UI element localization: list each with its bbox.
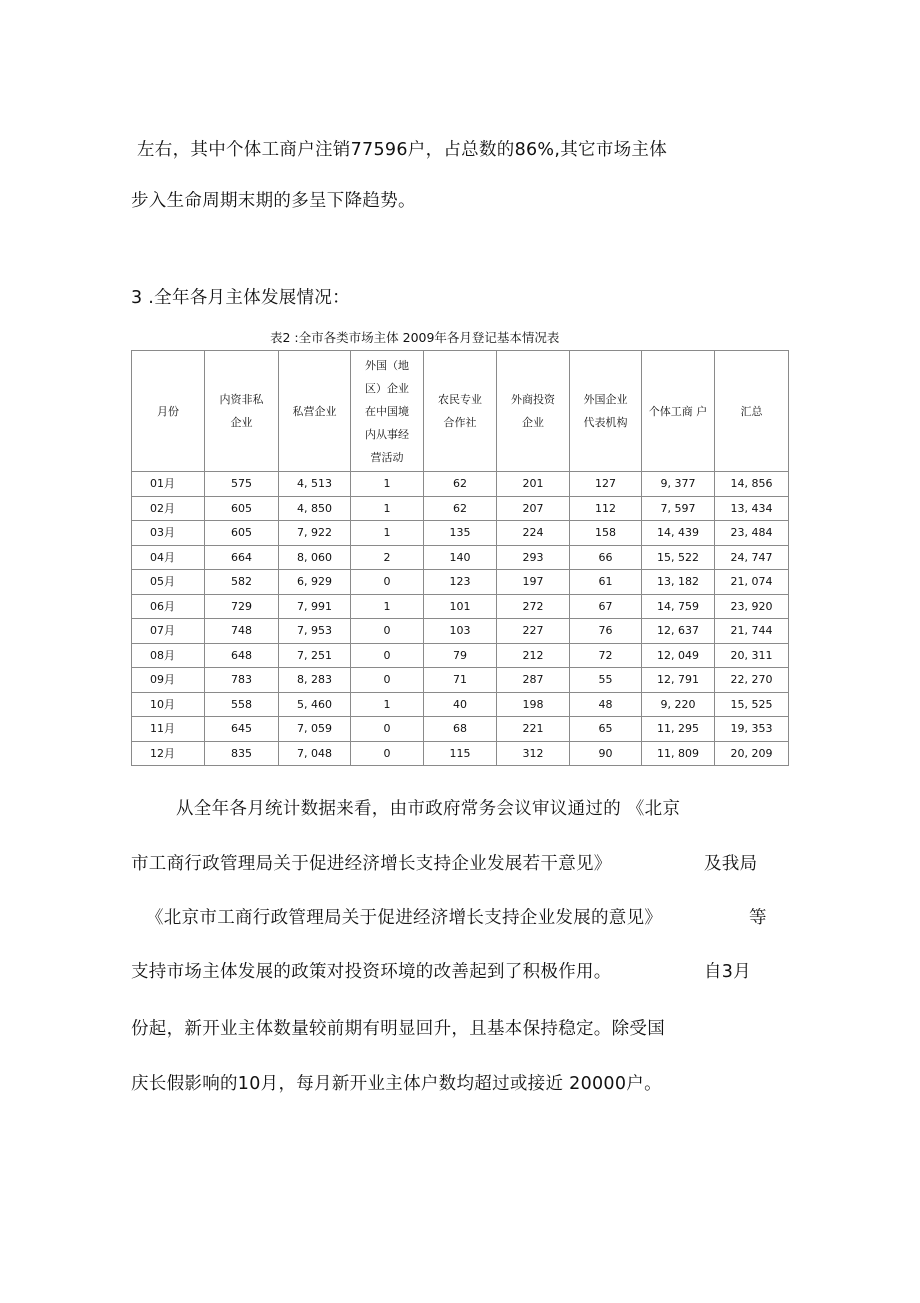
cell-individual: 12, 791 (642, 668, 715, 693)
header-foreign-rep-office: 外国企业代表机构 (570, 351, 642, 472)
table-caption: 表2 :全市各类市场主体 2009年各月登记基本情况表 (270, 330, 560, 345)
cell-month: 11月 (132, 717, 205, 742)
cell-private: 7, 059 (279, 717, 351, 742)
table-row (132, 643, 789, 668)
cell-foreign-invested: 227 (497, 619, 570, 644)
cell-individual: 11, 809 (642, 741, 715, 766)
body-line-4 (131, 958, 752, 983)
header-individual: 个体工商 户 (642, 351, 715, 472)
cell-foreign-invested: 293 (497, 545, 570, 570)
cell-private: 7, 953 (279, 619, 351, 644)
cell-total: 21, 744 (715, 619, 789, 644)
cell-total: 13, 434 (715, 496, 789, 521)
cell-domestic-nonprivate: 648 (205, 643, 279, 668)
body-line-3-tail: 等 (749, 908, 767, 928)
cell-month: 02月 (132, 496, 205, 521)
cell-domestic-nonprivate: 729 (205, 594, 279, 619)
cell-foreign-rep-office: 76 (570, 619, 642, 644)
cell-private: 8, 060 (279, 545, 351, 570)
table-row (132, 668, 789, 693)
body-line-2 (131, 850, 758, 875)
cell-individual: 14, 759 (642, 594, 715, 619)
header-cooperative: 农民专业合作社 (424, 351, 497, 472)
cell-total: 22, 270 (715, 668, 789, 693)
cell-foreign-rep-office: 66 (570, 545, 642, 570)
cell-individual: 9, 220 (642, 692, 715, 717)
cell-cooperative: 62 (424, 496, 497, 521)
intro-line-1: 左右，其中个体工商户注销77596户，占总数的86%,其它市场主体 (137, 140, 668, 160)
cell-domestic-nonprivate: 748 (205, 619, 279, 644)
table-row (132, 570, 789, 595)
cell-foreign-rep-office: 61 (570, 570, 642, 595)
cell-foreign-region: 0 (351, 668, 424, 693)
cell-cooperative: 68 (424, 717, 497, 742)
cell-individual: 9, 377 (642, 472, 715, 497)
table-row (132, 741, 789, 766)
section-heading: 3 .全年各月主体发展情况： (131, 288, 350, 308)
cell-individual: 11, 295 (642, 717, 715, 742)
cell-private: 4, 850 (279, 496, 351, 521)
monthly-registration-table (131, 350, 789, 766)
header-month: 月份 (132, 351, 205, 472)
cell-private: 5, 460 (279, 692, 351, 717)
cell-foreign-region: 1 (351, 472, 424, 497)
cell-foreign-rep-office: 48 (570, 692, 642, 717)
cell-domestic-nonprivate: 783 (205, 668, 279, 693)
cell-foreign-region: 0 (351, 643, 424, 668)
cell-foreign-rep-office: 127 (570, 472, 642, 497)
cell-month: 06月 (132, 594, 205, 619)
cell-total: 14, 856 (715, 472, 789, 497)
cell-private: 7, 922 (279, 521, 351, 546)
cell-individual: 15, 522 (642, 545, 715, 570)
body-line-1: 从全年各月统计数据来看，由市政府常务会议审议通过的 《北京 (176, 799, 681, 819)
table-header-row (132, 351, 789, 472)
table-row (132, 594, 789, 619)
cell-foreign-invested: 221 (497, 717, 570, 742)
body-line-3-text: 《北京市工商行政管理局关于促进经济增长支持企业发展的意见》 (146, 908, 663, 928)
cell-foreign-region: 2 (351, 545, 424, 570)
cell-foreign-region: 0 (351, 741, 424, 766)
table-row (132, 692, 789, 717)
cell-month: 05月 (132, 570, 205, 595)
cell-total: 20, 209 (715, 741, 789, 766)
cell-cooperative: 71 (424, 668, 497, 693)
header-domestic-nonprivate: 内资非私企业 (205, 351, 279, 472)
cell-month: 04月 (132, 545, 205, 570)
cell-month: 12月 (132, 741, 205, 766)
cell-domestic-nonprivate: 575 (205, 472, 279, 497)
cell-domestic-nonprivate: 605 (205, 521, 279, 546)
cell-month: 01月 (132, 472, 205, 497)
cell-individual: 7, 597 (642, 496, 715, 521)
cell-foreign-region: 0 (351, 619, 424, 644)
cell-foreign-rep-office: 72 (570, 643, 642, 668)
cell-individual: 14, 439 (642, 521, 715, 546)
cell-foreign-region: 1 (351, 521, 424, 546)
cell-individual: 13, 182 (642, 570, 715, 595)
cell-cooperative: 135 (424, 521, 497, 546)
header-private: 私营企业 (279, 351, 351, 472)
cell-month: 08月 (132, 643, 205, 668)
cell-domestic-nonprivate: 645 (205, 717, 279, 742)
cell-private: 6, 929 (279, 570, 351, 595)
table-row (132, 521, 789, 546)
table-row (132, 619, 789, 644)
intro-line-2: 步入生命周期末期的多呈下降趋势。 (131, 191, 416, 211)
cell-foreign-region: 0 (351, 717, 424, 742)
cell-foreign-invested: 212 (497, 643, 570, 668)
cell-foreign-invested: 197 (497, 570, 570, 595)
cell-foreign-invested: 198 (497, 692, 570, 717)
cell-total: 15, 525 (715, 692, 789, 717)
cell-foreign-invested: 312 (497, 741, 570, 766)
cell-total: 21, 074 (715, 570, 789, 595)
body-line-4-tail: 自3月 (704, 962, 752, 982)
cell-foreign-rep-office: 90 (570, 741, 642, 766)
body-line-5: 份起，新开业主体数量较前期有明显回升，且基本保持稳定。除受国 (131, 1019, 665, 1039)
cell-foreign-rep-office: 65 (570, 717, 642, 742)
cell-cooperative: 62 (424, 472, 497, 497)
table-row (132, 472, 789, 497)
cell-foreign-region: 1 (351, 594, 424, 619)
cell-month: 09月 (132, 668, 205, 693)
body-line-2-tail: 及我局 (704, 854, 758, 874)
header-total: 汇总 (715, 351, 789, 472)
cell-domestic-nonprivate: 582 (205, 570, 279, 595)
table-row (132, 545, 789, 570)
cell-domestic-nonprivate: 558 (205, 692, 279, 717)
cell-foreign-region: 1 (351, 692, 424, 717)
header-foreign-invested: 外商投资企业 (497, 351, 570, 472)
cell-domestic-nonprivate: 664 (205, 545, 279, 570)
cell-private: 8, 283 (279, 668, 351, 693)
cell-foreign-rep-office: 67 (570, 594, 642, 619)
cell-private: 4, 513 (279, 472, 351, 497)
cell-domestic-nonprivate: 605 (205, 496, 279, 521)
table-row (132, 496, 789, 521)
cell-cooperative: 103 (424, 619, 497, 644)
cell-cooperative: 123 (424, 570, 497, 595)
cell-foreign-invested: 201 (497, 472, 570, 497)
cell-total: 24, 747 (715, 545, 789, 570)
cell-total: 20, 311 (715, 643, 789, 668)
cell-foreign-rep-office: 158 (570, 521, 642, 546)
body-line-2-text: 市工商行政管理局关于促进经济增长支持企业发展若干意见》 (131, 854, 612, 874)
cell-individual: 12, 637 (642, 619, 715, 644)
cell-month: 03月 (132, 521, 205, 546)
cell-month: 07月 (132, 619, 205, 644)
cell-foreign-rep-office: 55 (570, 668, 642, 693)
body-line-6: 庆长假影响的10月，每月新开业主体户数均超过或接近 20000户。 (131, 1074, 662, 1094)
cell-foreign-region: 1 (351, 496, 424, 521)
body-line-4-text: 支持市场主体发展的政策对投资环境的改善起到了积极作用。 (131, 962, 612, 982)
cell-foreign-invested: 224 (497, 521, 570, 546)
cell-domestic-nonprivate: 835 (205, 741, 279, 766)
cell-total: 19, 353 (715, 717, 789, 742)
cell-foreign-region: 0 (351, 570, 424, 595)
cell-cooperative: 40 (424, 692, 497, 717)
cell-individual: 12, 049 (642, 643, 715, 668)
cell-cooperative: 140 (424, 545, 497, 570)
cell-private: 7, 048 (279, 741, 351, 766)
cell-cooperative: 115 (424, 741, 497, 766)
cell-foreign-invested: 272 (497, 594, 570, 619)
cell-foreign-rep-office: 112 (570, 496, 642, 521)
cell-foreign-invested: 207 (497, 496, 570, 521)
table-row (132, 717, 789, 742)
body-line-3 (146, 904, 767, 929)
cell-total: 23, 920 (715, 594, 789, 619)
cell-cooperative: 101 (424, 594, 497, 619)
cell-month: 10月 (132, 692, 205, 717)
cell-cooperative: 79 (424, 643, 497, 668)
header-foreign-region: 外国（地区）企业在中国境内从事经营活动 (351, 351, 424, 472)
cell-total: 23, 484 (715, 521, 789, 546)
cell-private: 7, 251 (279, 643, 351, 668)
cell-private: 7, 991 (279, 594, 351, 619)
cell-foreign-invested: 287 (497, 668, 570, 693)
